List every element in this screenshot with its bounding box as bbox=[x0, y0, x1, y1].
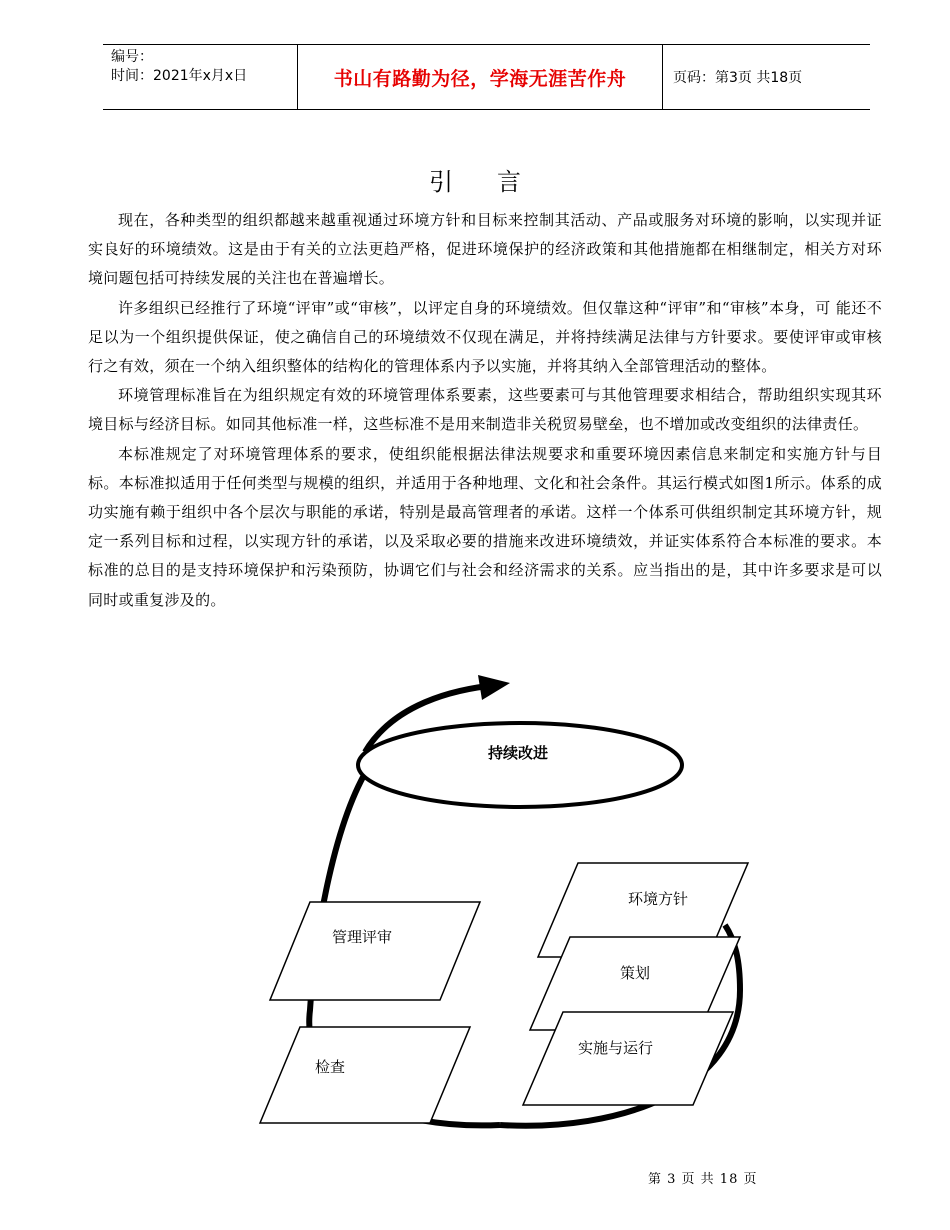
continuous-improvement-label: 持续改进 bbox=[488, 744, 549, 762]
paragraph-2: 许多组织已经推行了环境“评审”或“审核”，以评定自身的环境绩效。但仅靠这种“评审”和“审核”本身，可 能还不足以为一个组织提供保证，使之确信自己的环境绩效不仅现在满足，并将持续满足法律与方针要求。要使评审或审核行之有效，须在一个纳入组织整体的结构化的管理体系内予以实施，并将其纳入全部管理活动的整体。 bbox=[88, 298, 882, 376]
review-label: 管理评审 bbox=[332, 928, 393, 946]
paragraph-3: 环境管理标准旨在为组织规定有效的环境管理体系要素，这些要素可与其他管理要求相结合，帮助组织实现其环境目标与经济目标。如同其他标准一样，这些标准不是用来制造非关税贸易壁垒，也不增加或改变组织的法律责任。 bbox=[88, 386, 882, 434]
review-box bbox=[270, 902, 480, 1000]
cycle-arrowhead bbox=[478, 675, 510, 700]
implementation-label: 实施与运行 bbox=[578, 1039, 654, 1057]
page-header bbox=[103, 44, 870, 110]
policy-label: 环境方针 bbox=[628, 890, 689, 908]
number-label: 编号： bbox=[111, 49, 153, 65]
time-label: 时间：2021年x月x日 bbox=[111, 68, 248, 84]
continuous-improvement-ellipse bbox=[358, 723, 682, 807]
check-label: 检查 bbox=[315, 1058, 346, 1076]
paragraph-1: 现在，各种类型的组织都越来越重视通过环境方针和目标来控制其活动、产品或服务对环境的影响，以实现并证实良好的环境绩效。这是由于有关的立法更趋严格，促进环境保护的经济政策和其他措施都在相继制定，相关方对环境问题包括可持续发展的关注也在普遍增长。 bbox=[88, 211, 882, 288]
header-page-cell bbox=[663, 45, 870, 109]
page-footer: 第 3 页 共 18 页 bbox=[648, 1172, 758, 1187]
paragraph-4: 本标准规定了对环境管理体系的要求，使组织能根据法律法规要求和重要环境因素信息来制定和实施方针与目标。本标准拟适用于任何类型与规模的组织，并适用于各种地理、文化和社会条件。其运行模式如图1所示。体系的成功实施有赖于组织中各个层次与职能的承诺，特别是最高管理者的承诺。这样一个体系可供组织制定其环境方针，规定一系列目标和过程，以实现方针的承诺，以及采取必要的措施来改进环境绩效，并证实体系符合本标准的要求。本标准的总目的是支持环境保护和污染预防，协调它们与社会和经济需求的关系。应当指出的是，其中许多要求是可以同时或重复涉及的。 bbox=[88, 444, 882, 609]
header-meta-cell bbox=[103, 45, 298, 109]
ems-cycle-diagram bbox=[240, 670, 760, 1160]
header-motto-cell bbox=[298, 45, 663, 109]
motto-text: 书山有路勤为径，学海无涯苦作舟 bbox=[333, 67, 627, 90]
check-box bbox=[260, 1027, 470, 1123]
page-title: 引言 bbox=[429, 168, 565, 196]
page-info: 页码：第3页 共18页 bbox=[673, 70, 803, 86]
planning-label: 策划 bbox=[620, 964, 651, 982]
body-text bbox=[88, 206, 882, 615]
